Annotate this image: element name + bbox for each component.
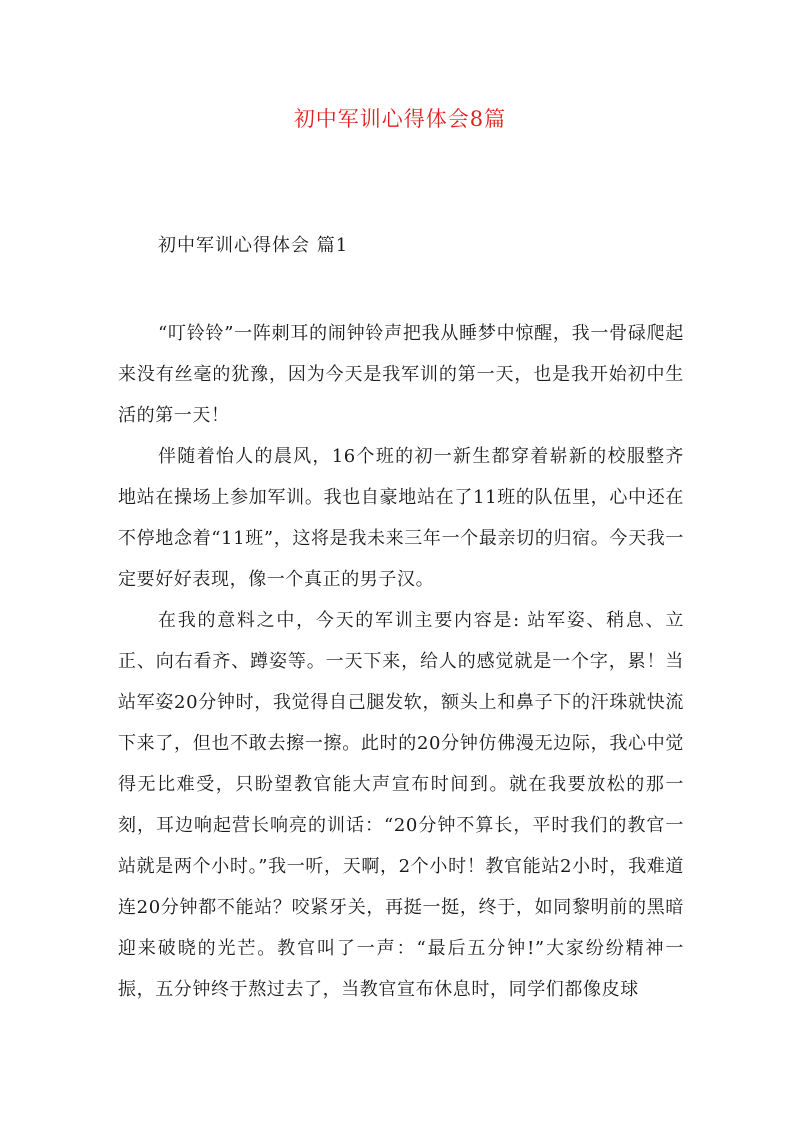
paragraph: “叮铃铃”一阵刺耳的闹钟铃声把我从睡梦中惊醒，我一骨碌爬起来没有丝毫的犹豫，因为今天是我军训的第一天，也是我开始初中生活的第一天！: [118, 323, 684, 426]
article-body: [118, 313, 684, 1010]
section-heading: 初中军训心得体会 篇1: [158, 235, 349, 256]
document-title: 初中军训心得体会8篇: [293, 107, 507, 131]
paragraph: 在我的意料之中，今天的军训主要内容是: 站军姿、稍息、立正、向右看齐、蹲姿等。一天下来，给人的感觉就是一个字，累！当站军姿20分钟时，我觉得自己腿发软，额头上和鼻子下的汗珠就快流下来了，但也不敢去擦一擦。此时的20分钟仿佛漫无边际，我心中觉得无比难受，只盼望教官能大声宣布时间到。就在我要放松的那一刻，耳边响起营长响亮的训话：“20分钟不算长，平时我们的教官一站就是两个小时。”我一听，天啊，2个小时！教官能站2小时，我难道连20分钟都不能站？咬紧牙关，再挺一挺，终于，如同黎明前的黑暗迎来破晓的光芒。教官叫了一声：“最后五分钟!”大家纷纷精神一振，五分钟终于熬过去了，当教官宣布休息时，同学们都像皮球: [118, 610, 684, 1000]
paragraph: 伴随着怡人的晨风，16个班的初一新生都穿着崭新的校服整齐地站在操场上参加军训。我也自豪地站在了11班的队伍里，心中还在不停地念着“11班”，这将是我未来三年一个最亲切的归宿。今天我一定要好好表现，像一个真正的男子汉。: [118, 446, 684, 590]
